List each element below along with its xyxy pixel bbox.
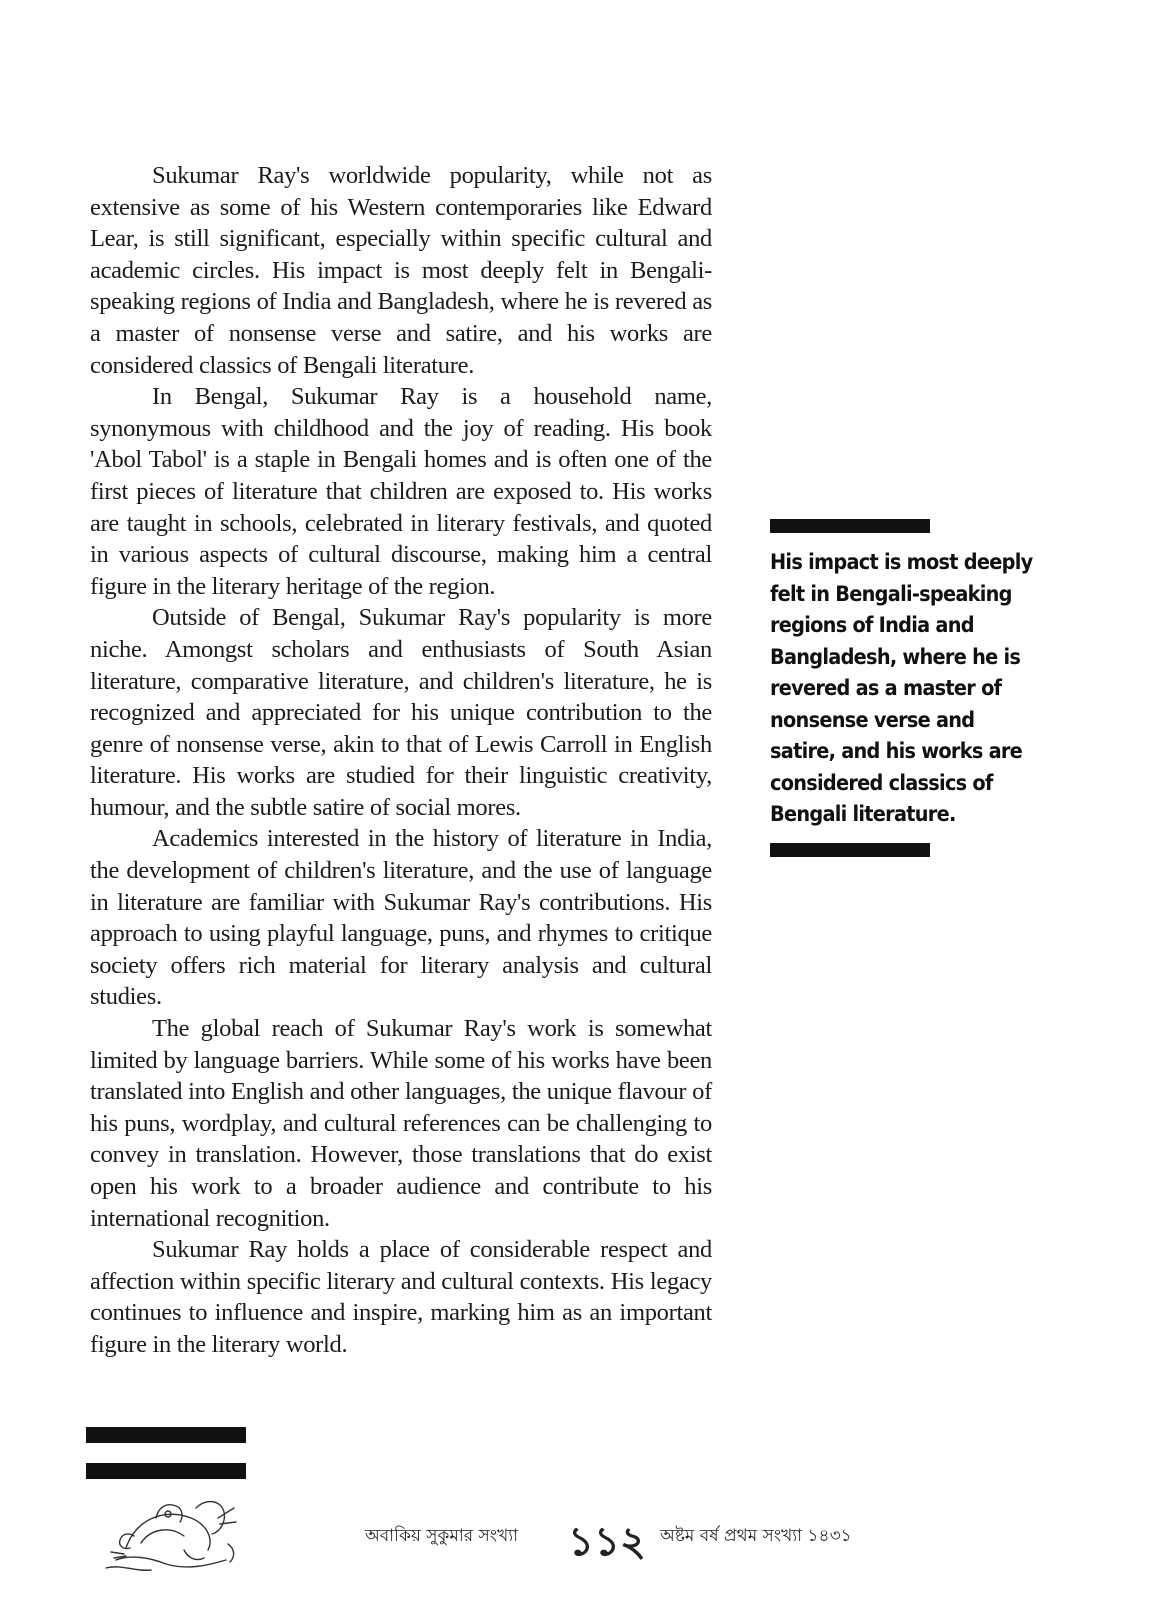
page-number: ১১২	[568, 1519, 646, 1565]
footer-issue-info: অষ্টম বর্ষ প্রথম সংখ্যা ১৪৩১	[660, 1526, 852, 1546]
pull-quote-top-rule	[770, 519, 930, 533]
article-paragraph: Sukumar Ray holds a place of considerable respect and affection within specific literary and cultural contexts. His legacy continues to influence and inspire, marking him as an important figure in the literary world.	[90, 1236, 712, 1358]
pull-quote-bottom-rule	[770, 843, 930, 857]
article-paragraph: The global reach of Sukumar Ray's work is somewhat limited by language barriers. While some of his works have been translated into English and other languages, the unique flavour of his puns, wordplay, and cultural references can be challenging to convey in translation. However, those translations that do exist open his work to a broader audience and contribute to his international recognition.	[90, 1015, 712, 1232]
pull-quote	[770, 519, 1040, 857]
footer-rule-bottom	[86, 1463, 246, 1479]
sketch-illustration-icon	[96, 1488, 246, 1578]
article-paragraph: Academics interested in the history of literature in India, the development of children's literature, and the use of language in literature are familiar with Sukumar Ray's contributions. His approach to using playful language, puns, and rhymes to critique society offers rich material for literary analysis and cultural studies.	[90, 825, 712, 1011]
article-paragraph: Sukumar Ray's worldwide popularity, while not as extensive as some of his Western contemporaries like Edward Lear, is still significant, especially within specific cultural and academic circles. His impact is most deeply felt in Bengali-speaking regions of India and Bangladesh, where he is revered as a master of nonsense verse and satire, and his works are considered classics of Bengali literature.	[90, 162, 712, 379]
article-paragraph: In Bengal, Sukumar Ray is a household name, synonymous with childhood and the joy of reading. His book 'Abol Tabol' is a staple in Bengali homes and is often one of the first pieces of literature that children are exposed to. His works are taught in schools, celebrated in literary festivals, and quoted in various aspects of cultural discourse, making him a central figure in the literary heritage of the region.	[90, 383, 712, 600]
pull-quote-text: His impact is most deeply felt in Bengali-speaking regions of India and Bangladesh, where he is revered as a master of nonsense verse and satire, and his works are considered classics of Bengali literature.	[770, 550, 1033, 826]
article-paragraph: Outside of Bengal, Sukumar Ray's popularity is more niche. Amongst scholars and enthusiasts of South Asian literature, comparative literature, and children's literature, he is recognized and appreciated for his unique contribution to the genre of nonsense verse, akin to that of Lewis Carroll in English literature. His works are studied for their linguistic creativity, humour, and the subtle satire of social mores.	[90, 604, 712, 821]
article-body	[90, 160, 712, 1361]
footer-issue-title: অবাকিয় সুকুমার সংখ্যা	[365, 1526, 519, 1546]
footer-rule-top	[86, 1427, 246, 1443]
